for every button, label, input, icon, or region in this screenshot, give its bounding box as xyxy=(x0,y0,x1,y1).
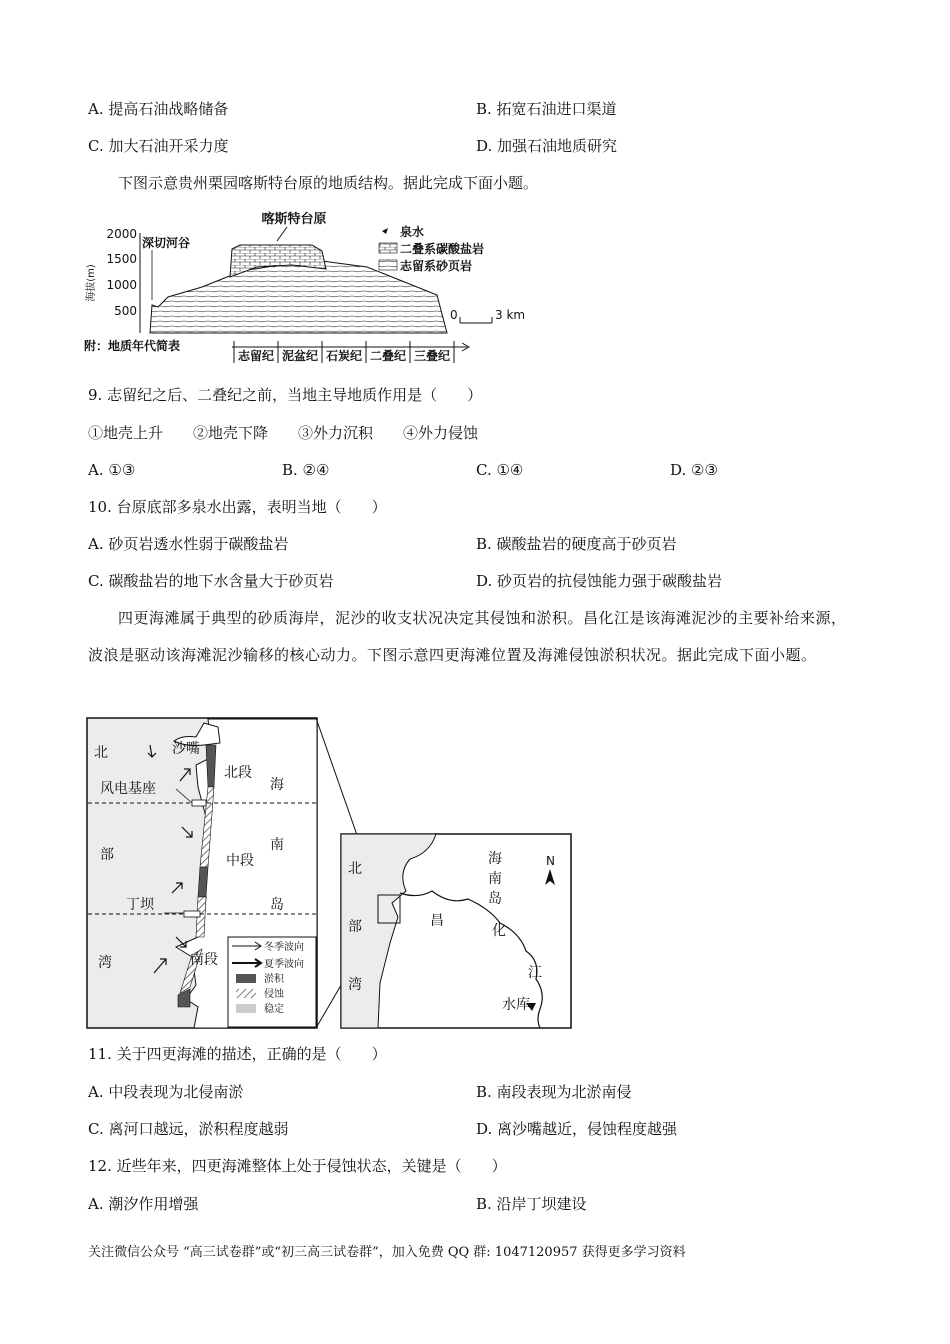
label-bu: 部 xyxy=(100,847,114,863)
q9-option-b: B. ②④ xyxy=(282,461,330,479)
wind-turbine-base xyxy=(192,800,206,806)
intro-karst: 下图示意贵州栗园喀斯特台原的地质结构。据此完成下面小题。 xyxy=(118,174,539,192)
label-mid-segment: 中段 xyxy=(226,853,254,869)
groyne xyxy=(184,911,200,917)
spring-icon xyxy=(382,228,388,234)
q11-option-a: A. 中段表现为北侵南淤 xyxy=(88,1083,244,1101)
karst-cross-section-figure xyxy=(82,205,542,370)
label-wan: 湾 xyxy=(98,955,112,971)
svg-text:0: 0 xyxy=(450,308,458,322)
fig2-legend xyxy=(228,937,316,1027)
y-axis-ticks xyxy=(106,227,137,318)
era-triassic: 三叠纪 xyxy=(413,349,451,363)
era-permian: 二叠纪 xyxy=(369,349,407,363)
q8-option-d: D. 加强石油地质研究 xyxy=(476,137,618,155)
label-nan: 南 xyxy=(270,837,284,853)
beach-detail-map xyxy=(86,717,318,1030)
location-map xyxy=(340,833,572,1029)
label-south-segment: 南段 xyxy=(190,952,218,968)
q9-option-d: D. ②③ xyxy=(670,461,718,479)
label-hainan-1: 海 xyxy=(488,851,502,867)
label-reservoir: 水库 xyxy=(502,997,530,1013)
era-labels xyxy=(238,348,450,363)
label-bei-r: 北 xyxy=(348,861,362,877)
era-silurian: 志留纪 xyxy=(237,349,275,363)
label-river-3: 江 xyxy=(528,965,542,981)
legend-deposition: 淤积 xyxy=(264,974,284,985)
legend-spring: 泉水 xyxy=(400,225,425,239)
era-devonian: 泥盆纪 xyxy=(281,349,319,363)
erosion-swatch xyxy=(236,989,256,998)
y-tick: 1500 xyxy=(106,252,137,266)
y-tick: 500 xyxy=(114,304,137,318)
label-hainan-3: 岛 xyxy=(488,891,502,907)
era-carboniferous: 石炭纪 xyxy=(325,349,363,363)
q8-option-b: B. 拓宽石油进口渠道 xyxy=(476,100,617,118)
label-river-2: 化 xyxy=(492,923,506,939)
q9-option-a: A. ①③ xyxy=(88,461,136,479)
label-spit: 沙嘴 xyxy=(172,741,200,757)
legend-carbonate: 二叠系碳酸盐岩 xyxy=(400,242,485,256)
q9-statements: ①地壳上升 ②地壳下降 ③外力沉积 ④外力侵蚀 xyxy=(88,424,479,442)
label-bei: 北 xyxy=(94,745,108,761)
label-hai: 海 xyxy=(270,777,284,793)
svg-text:3 km: 3 km xyxy=(495,308,526,322)
q9-stem: 9. 志留纪之后、二叠纪之前，当地主导地质作用是（ ） xyxy=(88,386,483,404)
y-axis-label: 海拔(m) xyxy=(86,264,97,302)
footer-notice: 关注微信公众号 “高三试卷群”或“初三高三试卷群”，加入免费 QQ 群: 1047120957 获得更多学习资料 xyxy=(88,1245,686,1260)
legend-stable: 稳定 xyxy=(264,1004,284,1015)
q12-option-a: A. 潮汐作用增强 xyxy=(88,1195,199,1213)
intro-beach: 四更海滩属于典型的砂质海岸，泥沙的收支状况决定其侵蚀和淤积。昌化江是该海滩泥沙的主要补给来源，波浪是驱动该海滩泥沙输移的核心动力。下图示意四更海滩位置及海滩侵蚀淤积状况。据此完成下面小题。 xyxy=(88,609,847,664)
scale-bar xyxy=(450,308,525,323)
q8-option-a: A. 提高石油战略储备 xyxy=(88,100,229,118)
label-wan-r: 湾 xyxy=(348,977,362,993)
label-bu-r: 部 xyxy=(348,919,362,935)
q9-option-c: C. ①④ xyxy=(476,461,524,479)
deposition-swatch xyxy=(236,974,256,983)
stable-swatch xyxy=(236,1004,256,1013)
q10-option-d: D. 砂页岩的抗侵蚀能力强于碳酸盐岩 xyxy=(476,572,723,590)
q11-option-c: C. 离河口越远，淤积程度越弱 xyxy=(88,1120,289,1138)
q11-option-d: D. 离沙嘴越近，侵蚀程度越强 xyxy=(476,1120,678,1138)
legend-erosion: 侵蚀 xyxy=(264,989,284,1000)
label-dao: 岛 xyxy=(270,897,284,913)
valley-label: 深切河谷 xyxy=(142,236,191,250)
legend-summer: 夏季波向 xyxy=(264,959,304,970)
q10-option-b: B. 碳酸盐岩的硬度高于砂页岩 xyxy=(476,535,677,553)
fig1-legend xyxy=(379,224,484,273)
label-river-1: 昌 xyxy=(430,913,444,929)
plateau-title: 喀斯特台原 xyxy=(261,212,327,227)
q8-option-c: C. 加大石油开采力度 xyxy=(88,137,229,155)
label-hainan-2: 南 xyxy=(488,871,502,887)
y-tick: 2000 xyxy=(106,227,137,241)
q10-stem: 10. 台原底部多泉水出露，表明当地（ ） xyxy=(88,498,387,516)
q11-option-b: B. 南段表现为北淤南侵 xyxy=(476,1083,632,1101)
q12-option-b: B. 沿岸丁坝建设 xyxy=(476,1195,587,1213)
label-groyne: 丁坝 xyxy=(126,897,154,913)
q12-stem: 12. 近些年来，四更海滩整体上处于侵蚀状态，关键是（ ） xyxy=(88,1157,507,1175)
q10-option-a: A. 砂页岩透水性弱于碳酸盐岩 xyxy=(88,535,289,553)
y-tick: 1000 xyxy=(106,278,137,292)
era-table-label: 附：地质年代简表 xyxy=(84,339,181,353)
label-wind-base: 风电基座 xyxy=(100,781,156,797)
legend-winter: 冬季波向 xyxy=(264,942,304,953)
label-north-segment: 北段 xyxy=(224,765,252,781)
svg-text:N: N xyxy=(546,854,555,868)
legend-sandshale: 志留系砂页岩 xyxy=(400,259,473,273)
q11-stem: 11. 关于四更海滩的描述，正确的是（ ） xyxy=(88,1045,387,1063)
q10-option-c: C. 碳酸盐岩的地下水含量大于砂页岩 xyxy=(88,572,334,590)
